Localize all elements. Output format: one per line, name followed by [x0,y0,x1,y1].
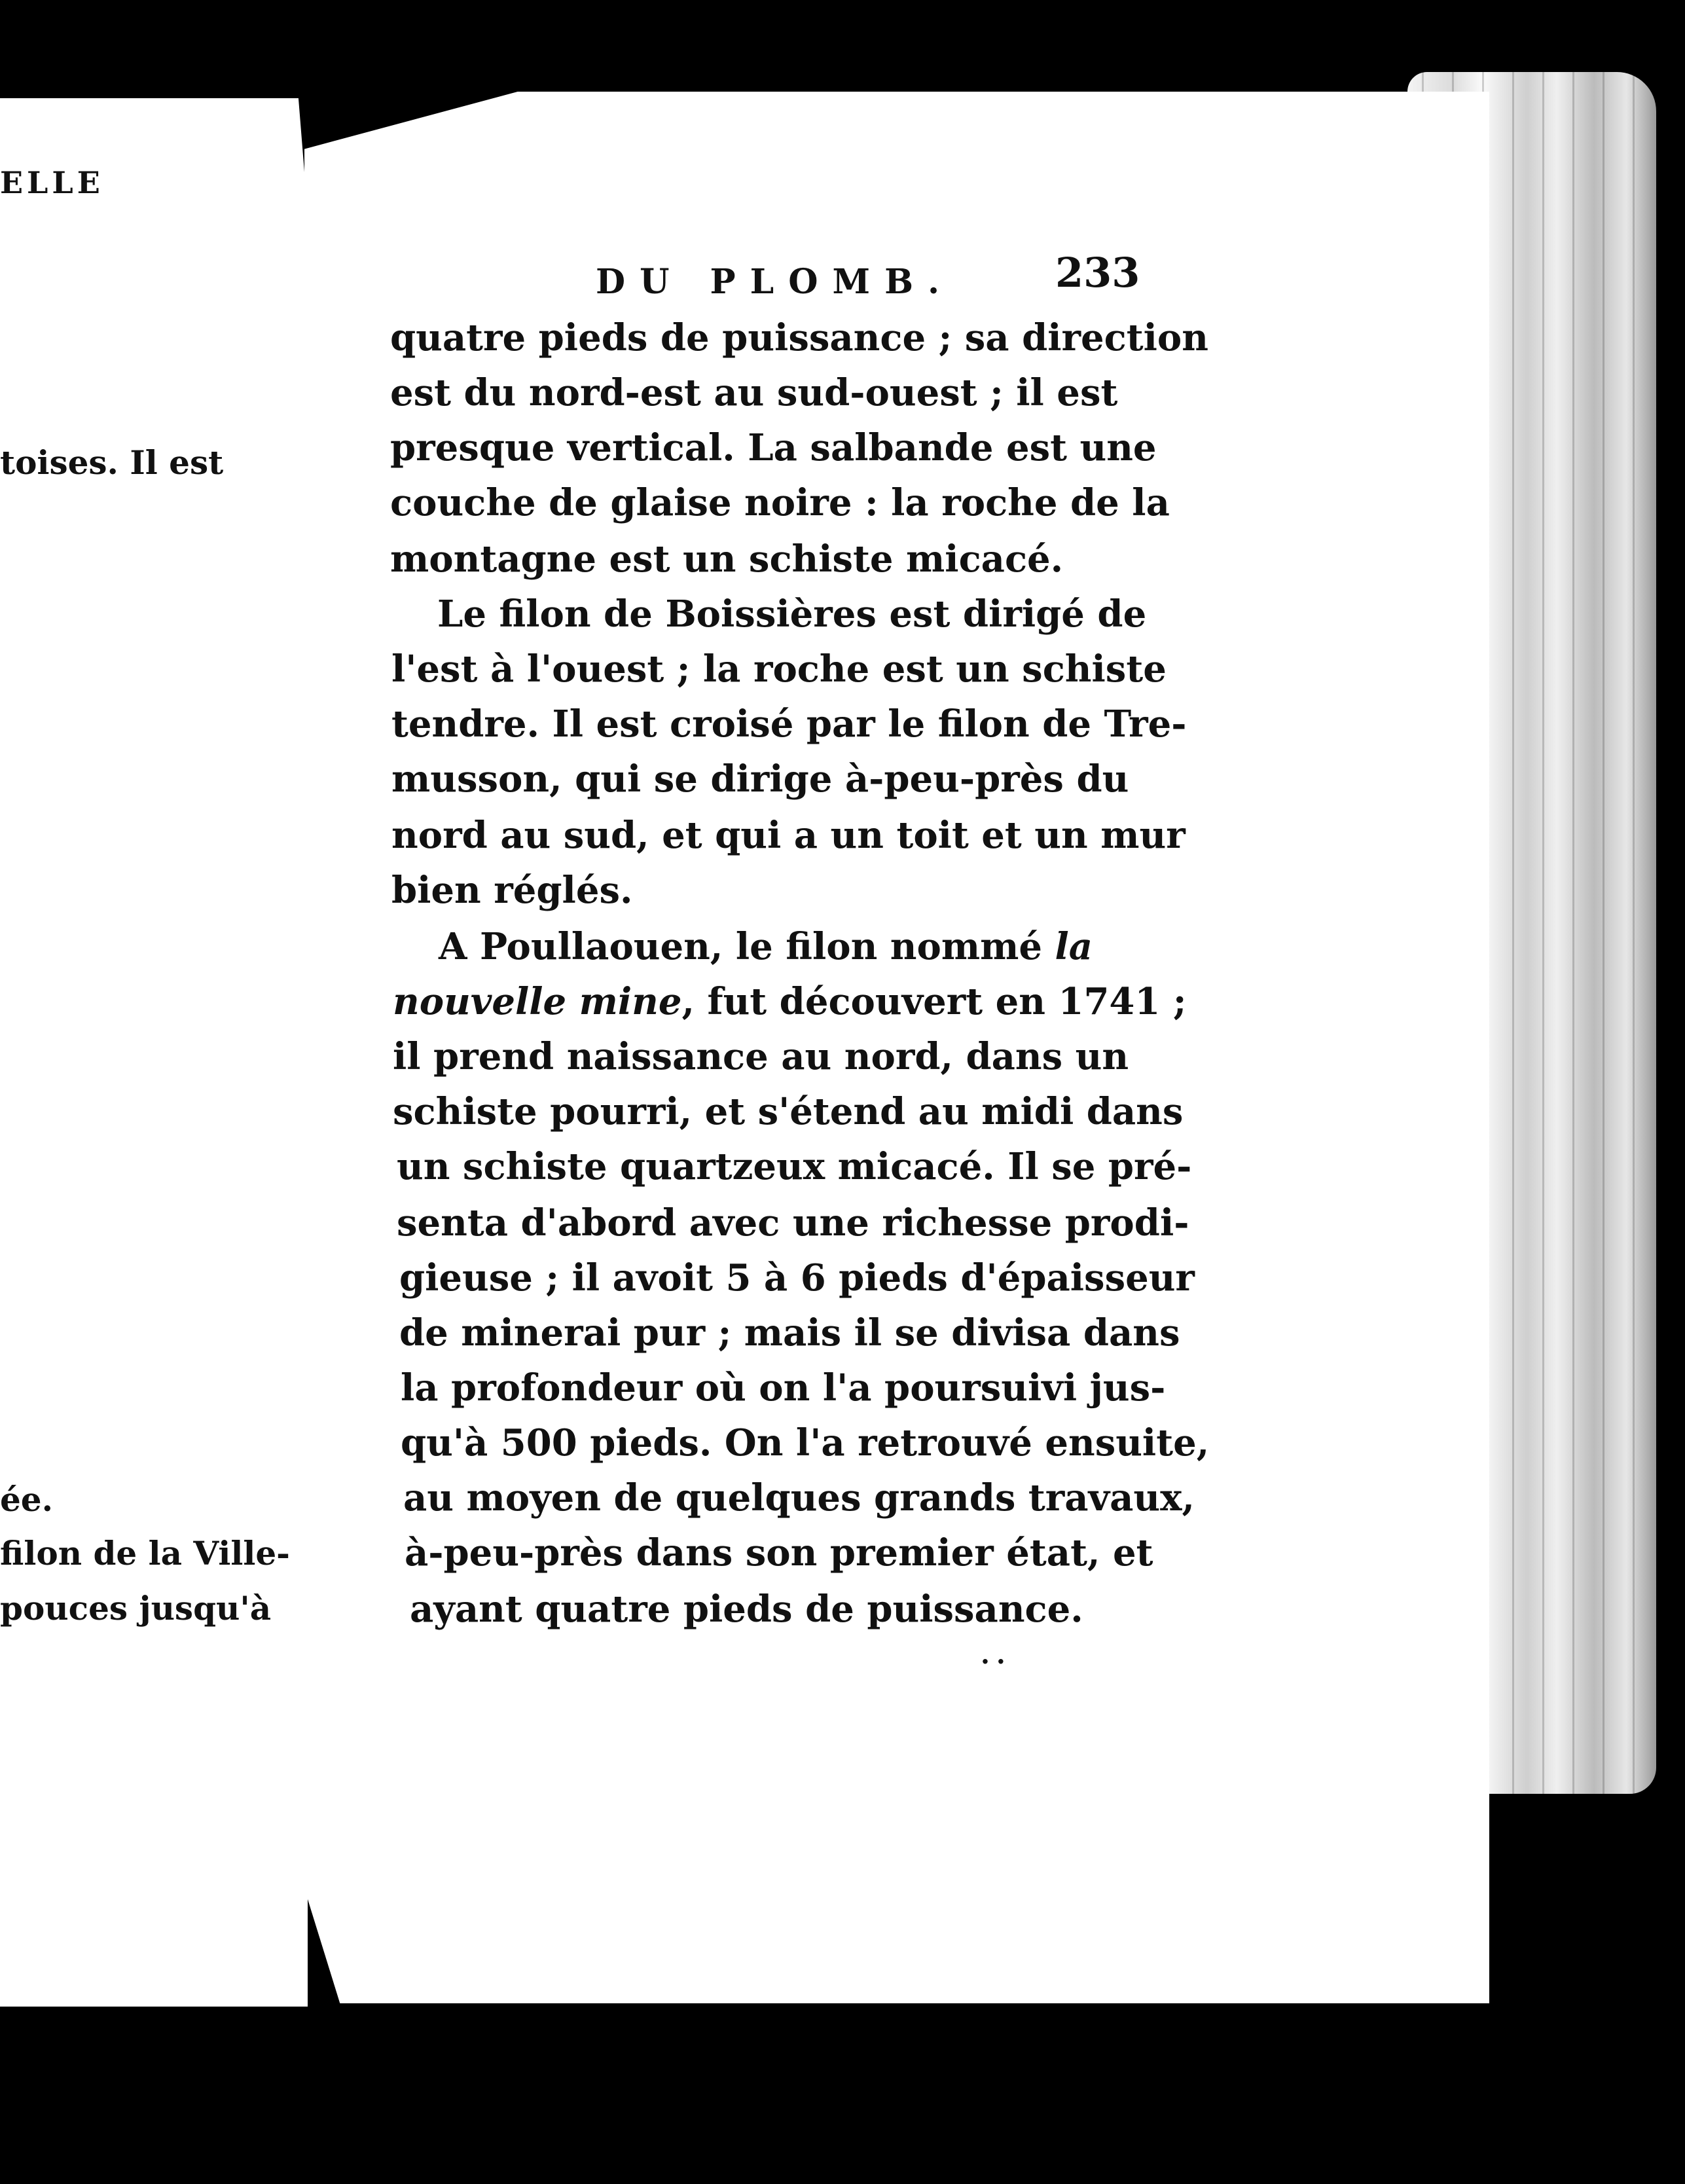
text-line: la profondeur où on l'a poursuivi jus- [401,1366,1166,1410]
text-line: quatre pieds de puissance ; sa direction [390,316,1208,359]
left-line: pouces jusqu'à [0,1589,272,1628]
italic-run: la [1055,925,1093,968]
text-line: presque vertical. La salbande est une [390,426,1157,469]
text-line: gieuse ; il avoit 5 à 6 pieds d'épaisseur [399,1256,1195,1300]
left-running-head: ELLE [0,165,104,200]
text-line: musson, qui se dirige à-peu-près du [391,757,1129,801]
text-line: au moyen de quelques grands travaux, [403,1476,1195,1520]
text-run: , fut découvert en 1741 ; [681,980,1187,1023]
text-line: bien réglés. [391,869,633,912]
left-line: toises. Il est [0,443,224,482]
text-line: à-peu-près dans son premier état, et [405,1531,1153,1574]
text-line: est du nord-est au sud-ouest ; il est [390,371,1118,414]
text-line: un schiste quartzeux micacé. Il se pré- [397,1145,1192,1188]
text-line: ayant quatre pieds de puissance. [410,1588,1083,1631]
text-run: A Poullaouen, le filon nommé [439,925,1043,968]
left-line: ée. [0,1480,54,1519]
text-line: l'est à l'ouest ; la roche est un schiste [391,647,1167,691]
text-line: il prend naissance au nord, dans un [393,1035,1129,1078]
text-line [393,980,1187,1023]
italic-run: nouvelle mine [393,980,682,1023]
text-line [439,925,1093,968]
left-facing-page [0,98,308,2007]
text-line: Le filon de Boissières est dirigé de [437,592,1147,636]
text-line: montagne est un schiste micacé. [390,537,1064,581]
text-line: nord au sud, et qui a un toit et un mur [391,814,1186,857]
text-line: couche de glaise noire : la roche de la [390,481,1170,524]
ornament: ·· [981,1647,1012,1677]
text-line: qu'à 500 pieds. On l'a retrouvé ensuite, [401,1421,1210,1465]
left-line: filon de la Ville- [0,1534,290,1573]
text-line: senta d'abord avec une richesse prodi- [397,1201,1189,1245]
text-line: tendre. Il est croisé par le filon de Tre- [391,702,1187,746]
text-line: schiste pourri, et s'étend au midi dans [393,1090,1184,1133]
page-number: 233 [1055,249,1140,297]
running-head: DU PLOMB. [596,262,954,302]
text-line: de minerai pur ; mais il se divisa dans [399,1311,1180,1355]
